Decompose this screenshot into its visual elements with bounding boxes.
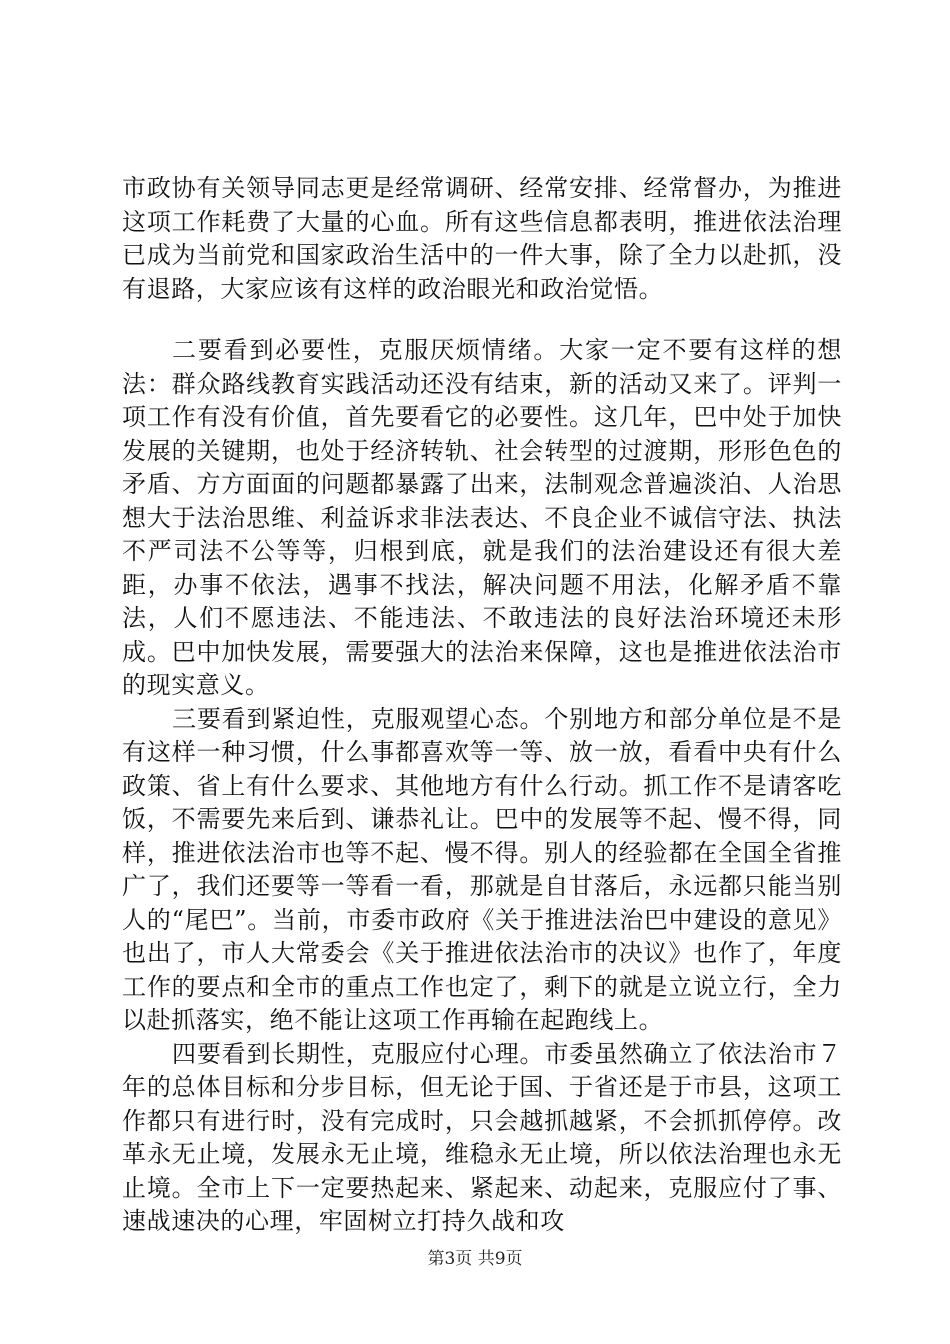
paragraph-urgency: 三要看到紧迫性，克服观望心态。个别地方和部分单位是不是有这样一种习惯，什么事都喜欢等一等、放一放，看看中央有什么政策、省上有什么要求、其他地方有什么行动。抓工作不是请客吃饭，不需要先来后到、谦恭礼让。巴中的发展等不起、慢不得，同样，推进依法治市也等不起、慢不得。别人的经验都在全国全省推广了，我们还要等一等看一看，那就是自甘落后，永远都只能当别人的“尾巴”。当前，市委市政府《关于推进法治巴中建设的意见》也出了，市人大常委会《关于推进依法治市的决议》也作了，年度工作的要点和全市的重点工作也定了，剩下的就是立说立行，全力以赴抓落实，绝不能让这项工作再输在起跑线上。	[122, 704, 842, 1034]
paragraph-spacer	[122, 306, 842, 334]
document-body	[122, 172, 842, 1239]
paragraph-necessity: 二要看到必要性，克服厌烦情绪。大家一定不要有这样的想法：群众路线教育实践活动还没有结束，新的活动又来了。评判一项工作有没有价值，首先要看它的必要性。这几年，巴中处于加快发展的关键期，也处于经济转轨、社会转型的过渡期，形形色色的矛盾、方方面面的问题都暴露了出来，法制观念普遍淡泊、人治思想大于法治思维、利益诉求非法表达、不良企业不诚信守法、执法不严司法不公等等，归根到底，就是我们的法治建设还有很大差距，办事不依法，遇事不找法，解决问题不用法，化解矛盾不靠法，人们不愿违法、不能违法、不敢违法的良好法治环境还未形成。巴中加快发展，需要强大的法治来保障，这也是推进依法治市的现实意义。	[122, 336, 842, 699]
paragraph-continuation: 市政协有关领导同志更是经常调研、经常安排、经常督办，为推进这项工作耗费了大量的心血。所有这些信息都表明，推进依法治理已成为当前党和国家政治生活中的一件大事，除了全力以赴抓，没有退路，大家应该有这样的政治眼光和政治觉悟。	[122, 174, 842, 303]
page-footer: 第3页 共9页	[427, 1249, 523, 1269]
paragraph-long-term: 四要看到长期性，克服应付心理。市委虽然确立了依法治市７年的总体目标和分步目标，但无论于国、于省还是于市县，这项工作都只有进行时，没有完成时，只会越抓越紧，不会抓抓停停。改革永无止境，发展永无止境，维稳永无止境，所以依法治理也永无止境。全市上下一定要热起来、紧起来、动起来，克服应付了事、速战速决的心理，牢固树立打持久战和攻	[122, 1039, 842, 1235]
